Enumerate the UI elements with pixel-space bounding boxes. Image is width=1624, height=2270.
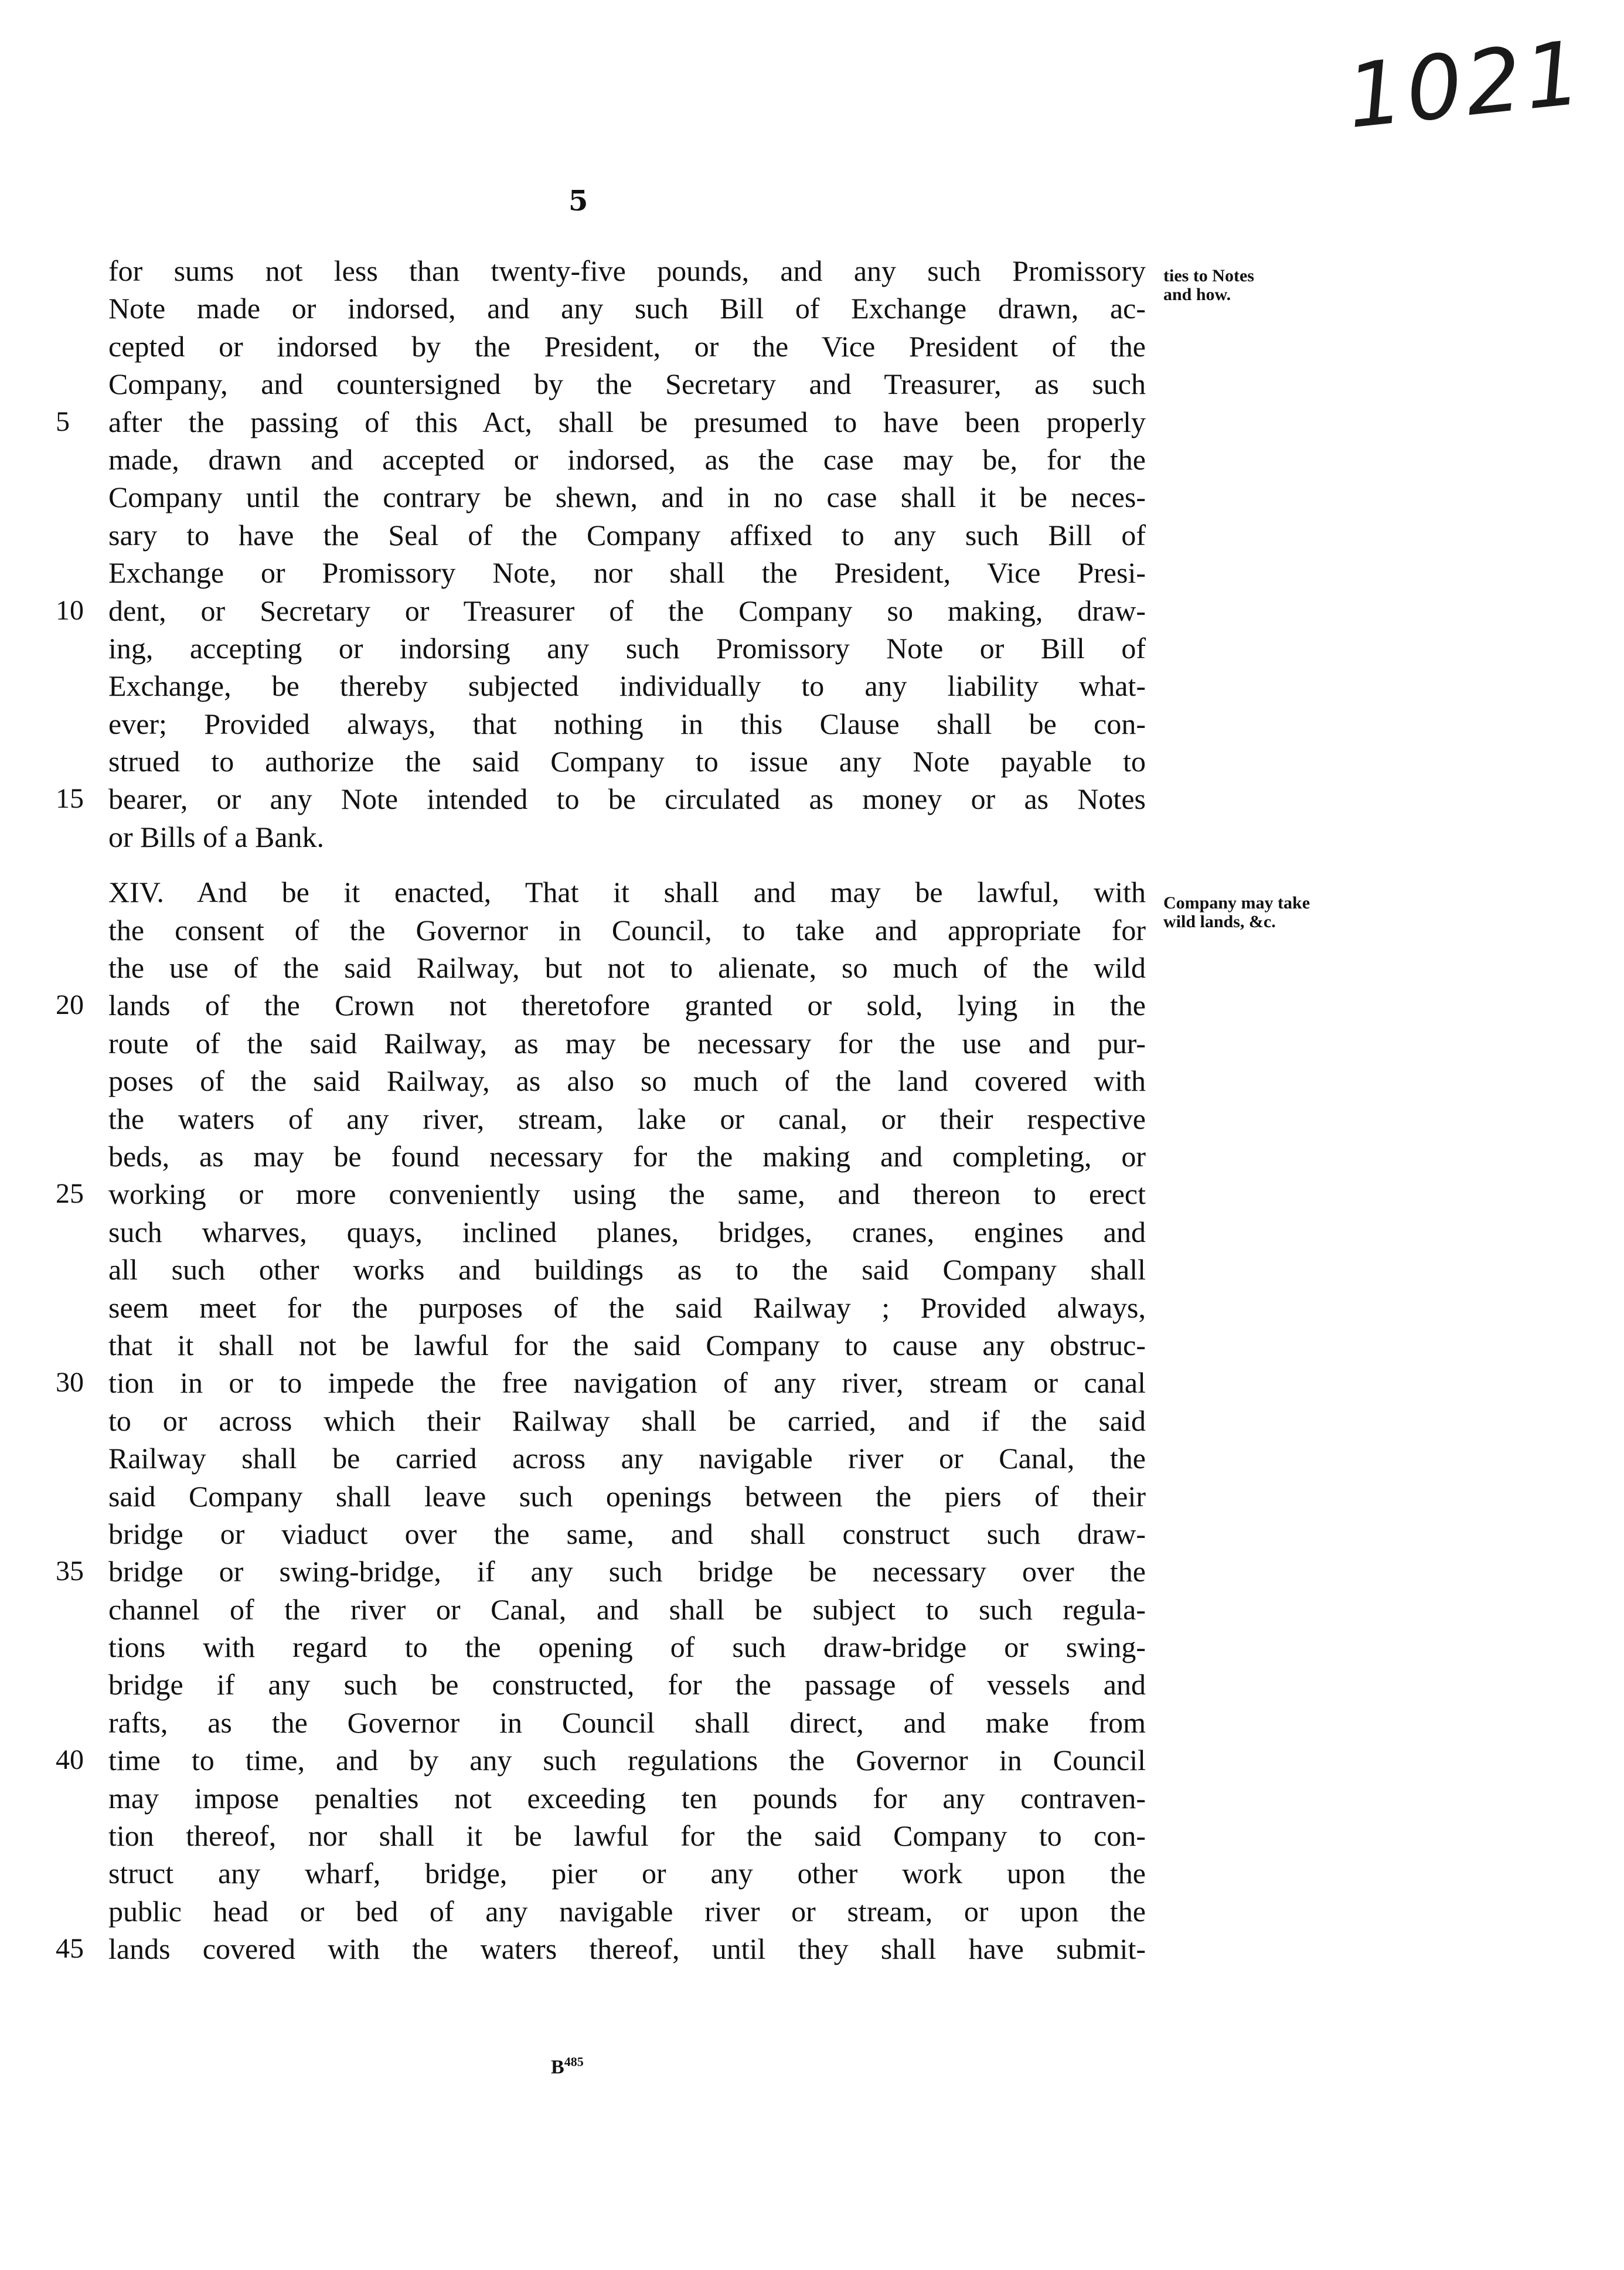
- line-number: 15: [56, 783, 84, 815]
- text-line: [108, 441, 1146, 478]
- line-number: 25: [56, 1178, 84, 1210]
- text-line: [108, 1138, 1146, 1175]
- text-line: [56, 1553, 1146, 1590]
- text-line: [108, 1478, 1146, 1515]
- text-line: [108, 554, 1146, 591]
- line-text: the consent of the Governor in Council, to take and appropriate for: [108, 913, 1146, 947]
- text-line: [108, 328, 1146, 365]
- text-line: [108, 252, 1146, 290]
- text-line: [108, 743, 1146, 780]
- line-text: to or across which their Railway shall be carried, and if the said: [108, 1404, 1146, 1437]
- text-line: [108, 516, 1146, 554]
- text-line: [108, 1062, 1146, 1100]
- line-text: all such other works and buildings as to the said Company shall: [108, 1253, 1146, 1287]
- handwritten-page-number: 1021: [1342, 22, 1589, 149]
- text-line: [108, 629, 1146, 667]
- text-line: [108, 1515, 1146, 1553]
- text-line: [108, 1666, 1146, 1703]
- line-text: for sums not less than twenty-five pounds, and any such Promissory: [108, 254, 1146, 287]
- line-text: the waters of any river, stream, lake or canal, or their respective: [108, 1102, 1146, 1135]
- text-line: [108, 478, 1146, 516]
- text-line: [108, 1628, 1146, 1666]
- signature-mark: [551, 2054, 584, 2078]
- line-text: beds, as may be found necessary for the making and completing, or: [108, 1139, 1146, 1173]
- line-text: route of the said Railway, as may be necessary for the use and pur-: [108, 1026, 1146, 1060]
- line-text: Exchange, be thereby subjected individually to any liability what-: [108, 669, 1146, 703]
- text-line: [108, 290, 1146, 327]
- line-number: 30: [56, 1367, 84, 1398]
- text-line: [108, 1779, 1146, 1817]
- line-number: 45: [56, 1933, 84, 1965]
- line-text: bridge or viaduct over the same, and shall construct such draw-: [108, 1517, 1146, 1550]
- text-line: [108, 1704, 1146, 1741]
- line-text: may impose penalties not exceeding ten pounds for any contraven-: [108, 1781, 1146, 1815]
- line-text: Company until the contrary be shewn, and in no case shall it be neces-: [108, 481, 1146, 514]
- text-line: [108, 1025, 1146, 1062]
- line-number: 40: [56, 1744, 84, 1776]
- line-text: bridge or swing-bridge, if any such bridge be necessary over the: [108, 1555, 1146, 1588]
- line-text: ing, accepting or indorsing any such Promissory Note or Bill of: [108, 631, 1146, 665]
- line-text: that it shall not be lawful for the said Company to cause any obstruc-: [108, 1328, 1146, 1362]
- signature-number: 485: [564, 2054, 584, 2069]
- line-text: ever; Provided always, that nothing in this Clause shall be con-: [108, 707, 1146, 740]
- line-text: channel of the river or Canal, and shall be subject to such regula-: [108, 1592, 1146, 1626]
- text-line: [56, 1175, 1146, 1213]
- text-line: [56, 1930, 1146, 1968]
- text-line: [108, 873, 1146, 911]
- text-line: [108, 705, 1146, 743]
- text-line: [108, 667, 1146, 705]
- line-text: the use of the said Railway, but not to alienate, so much of the wild: [108, 951, 1146, 985]
- line-text: Note made or indorsed, and any such Bill of Exchange drawn, ac-: [108, 292, 1146, 325]
- text-line: [108, 1817, 1146, 1854]
- line-text: tions with regard to the opening of such draw-bridge or swing-: [108, 1631, 1146, 1664]
- text-line: [108, 1893, 1146, 1930]
- text-line: [108, 365, 1146, 403]
- line-text: or Bills of a Bank.: [108, 820, 325, 853]
- line-text: lands of the Crown not theretofore granted or sold, lying in the: [108, 989, 1146, 1022]
- text-line: [108, 911, 1146, 949]
- margin-note-notes: ties to Notes and how.: [1163, 266, 1254, 304]
- line-text: Company, and countersigned by the Secretary and Treasurer, as such: [108, 367, 1146, 401]
- body-text: [56, 252, 1146, 1968]
- line-text: dent, or Secretary or Treasurer of the Company so making, draw-: [108, 594, 1146, 627]
- text-line: [108, 1326, 1146, 1364]
- line-text: Railway shall be carried across any navigable river or Canal, the: [108, 1442, 1146, 1475]
- line-text: struct any wharf, bridge, pier or any other work upon the: [108, 1857, 1146, 1890]
- line-text: bridge if any such be constructed, for the passage of vessels and: [108, 1668, 1146, 1701]
- line-text: strued to authorize the said Company to issue any Note payable to: [108, 745, 1146, 778]
- line-number: 20: [56, 989, 84, 1021]
- margin-note-wild-lands: Company may take wild lands, &c.: [1163, 893, 1310, 931]
- line-number: 35: [56, 1556, 84, 1587]
- line-text: working or more conveniently using the same, and thereon to erect: [108, 1177, 1146, 1211]
- signature-letter: B: [551, 2056, 564, 2078]
- line-text: tion thereof, nor shall it be lawful for the said Company to con-: [108, 1819, 1146, 1853]
- line-text: bearer, or any Note intended to be circulated as money or as Notes: [108, 782, 1146, 816]
- line-text: public head or bed of any navigable river or stream, or upon the: [108, 1894, 1146, 1928]
- text-line: [108, 1402, 1146, 1439]
- text-line: [108, 1854, 1146, 1892]
- line-text: such wharves, quays, inclined planes, bridges, cranes, engines and: [108, 1215, 1146, 1248]
- line-text: seem meet for the purposes of the said Railway ; Provided always,: [108, 1291, 1146, 1324]
- line-text: after the passing of this Act, shall be presumed to have been properly: [108, 405, 1146, 438]
- text-line: [108, 1100, 1146, 1138]
- paragraph-promissory-notes: [56, 252, 1146, 856]
- text-line: [56, 1364, 1146, 1401]
- text-line: [108, 1213, 1146, 1251]
- text-line: [56, 592, 1146, 629]
- page-number: 5: [568, 185, 588, 217]
- line-text: lands covered with the waters thereof, until they shall have submit-: [108, 1932, 1146, 1966]
- line-text: rafts, as the Governor in Council shall direct, and make from: [108, 1706, 1146, 1739]
- text-line: [108, 949, 1146, 986]
- line-text: cepted or indorsed by the President, or the Vice President of the: [108, 329, 1146, 363]
- section-gap: [108, 856, 1146, 873]
- line-text: poses of the said Railway, as also so much of the land covered with: [108, 1064, 1146, 1098]
- line-text: Exchange or Promissory Note, nor shall the President, Vice Presi-: [108, 556, 1146, 590]
- line-text: made, drawn and accepted or indorsed, as the case may be, for the: [108, 443, 1146, 476]
- line-text: XIV. And be it enacted, That it shall and may be lawful, with: [108, 876, 1146, 909]
- text-line: [56, 403, 1146, 441]
- text-line: [108, 1591, 1146, 1628]
- line-text: time to time, and by any such regulations the Governor in Council: [108, 1744, 1146, 1777]
- line-number: 10: [56, 594, 84, 626]
- text-line: [108, 1439, 1146, 1477]
- paragraph-section-xiv: [56, 873, 1146, 1968]
- text-line: [56, 780, 1146, 818]
- line-text: said Company shall leave such openings between the piers of their: [108, 1479, 1146, 1513]
- text-line: [108, 1251, 1146, 1288]
- text-line: [108, 1289, 1146, 1326]
- text-line: [56, 986, 1146, 1024]
- line-number: 5: [56, 406, 70, 437]
- text-line: [56, 1741, 1146, 1779]
- line-text: sary to have the Seal of the Company affixed to any such Bill of: [108, 518, 1146, 552]
- text-line: [108, 818, 1146, 856]
- line-text: tion in or to impede the free navigation of any river, stream or canal: [108, 1366, 1146, 1400]
